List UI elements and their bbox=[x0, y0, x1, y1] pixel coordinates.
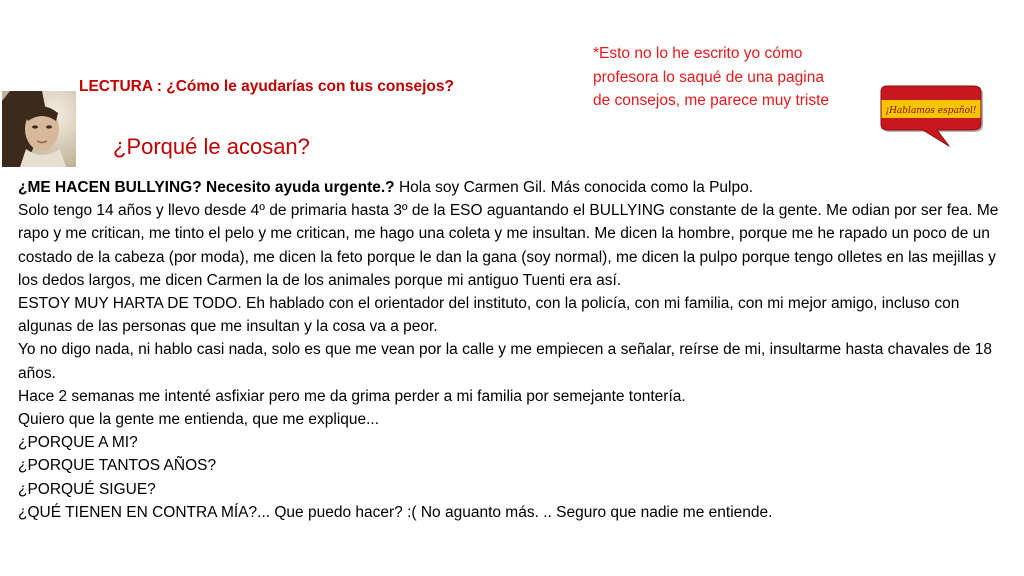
paragraph-6: Quiero que la gente me entienda, que me explique... bbox=[18, 411, 380, 429]
paragraph-4: Yo no digo nada, ni hablo casi nada, solo es que me vean por la calle y me empiecen a señalar, reírse de mi, insultarme hasta chavales de 18 años. bbox=[18, 341, 992, 382]
paragraph-10: ¿QUÉ TIENEN EN CONTRA MÍA?... Que puedo hacer? :( No aguanto más. .. Seguro que nadie me entiende. bbox=[18, 503, 773, 521]
teacher-note: *Esto no lo he escrito yo cómo profesora lo saqué de una pagina de consejos, me parece muy triste bbox=[593, 45, 830, 109]
portrait-image bbox=[2, 91, 76, 167]
paragraph-5: Hace 2 semanas me intenté asfixiar pero me da grima perder a mi familia por semejante tontería. bbox=[18, 387, 686, 405]
intro-bold-text: ¿ME HACEN BULLYING? Necesito ayuda urgente.? bbox=[18, 179, 395, 196]
spanish-flag-speech-bubble bbox=[873, 84, 985, 150]
paragraph-2: Solo tengo 14 años y llevo desde 4º de primaria hasta 3º de la ESO aguantando el BULLYING constante de la gente. Me odian por ser fea. Me rapo y me critican, me tinto el pelo y me critican, me hago una coleta y me insultan. Me dicen la hombre, porque me he rapado un poco de un costado de la cabeza (por moda), me dicen la feto porque le dan la gana (soy normal), me dicen la pulpo porque tengo olletes en las mejillas y los dedos largos, me dicen Carmen la de los animales porque mi antiguo Tuenti era así. bbox=[18, 202, 999, 289]
intro-text: Hola soy Carmen Gil. Más conocida como la Pulpo. bbox=[394, 179, 754, 196]
portrait-photo bbox=[2, 91, 76, 167]
badge-text: ¡Hablamos español! bbox=[885, 106, 977, 116]
paragraph-9: ¿PORQUÉ SIGUE? bbox=[18, 480, 156, 498]
intro-paragraph bbox=[18, 176, 1008, 199]
paragraph-7: ¿PORQUE A MI? bbox=[18, 434, 138, 452]
paragraph-3: ESTOY MUY HARTA DE TODO. Eh hablado con el orientador del instituto, con la policía, con mi familia, con mi mejor amigo, incluso con algunas de las personas que me insultan y la cosa va a peor. bbox=[18, 295, 960, 336]
page-heading: ¿Porqué le acosan? bbox=[113, 134, 310, 159]
article-body bbox=[18, 176, 1008, 524]
reading-title: LECTURA : ¿Cómo le ayudarías con tus consejos? bbox=[79, 78, 454, 95]
paragraph-8: ¿PORQUE TANTOS AÑOS? bbox=[18, 457, 217, 475]
